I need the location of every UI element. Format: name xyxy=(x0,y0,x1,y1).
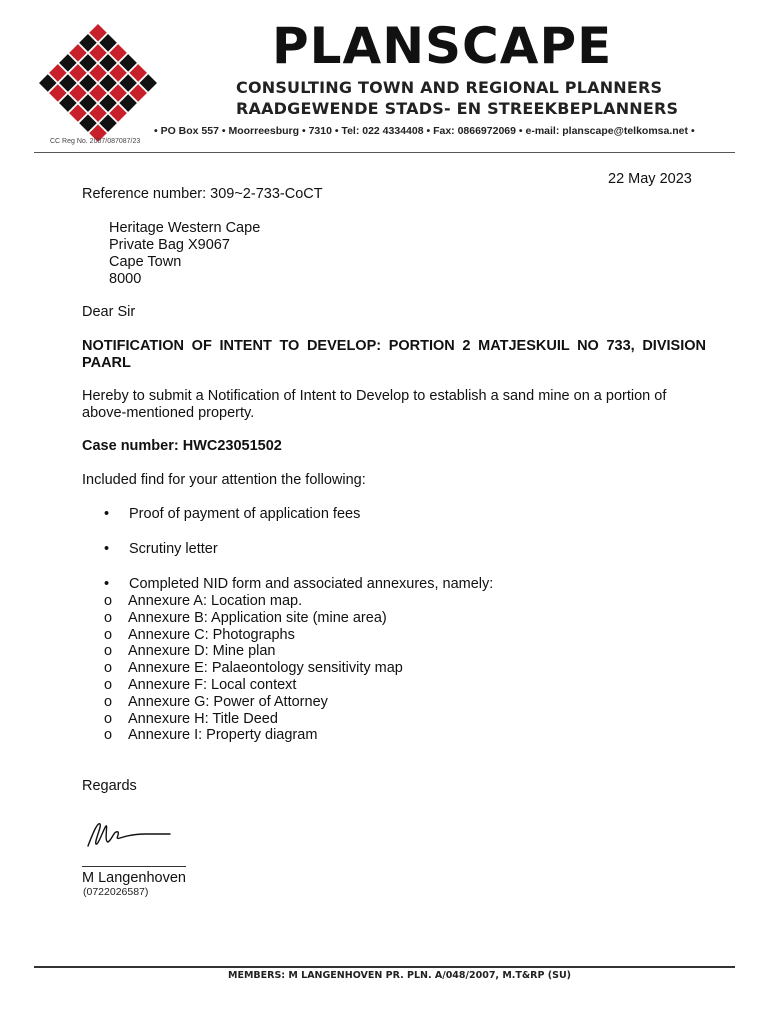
tagline-english: CONSULTING TOWN AND REGIONAL PLANNERS xyxy=(236,78,663,97)
annexure-label: Annexure E: Palaeontology sensitivity map xyxy=(128,660,403,677)
contact-line: • PO Box 557 • Moorreesburg • 7310 • Tel: 022 4334408 • Fax: 0866972069 • e-mail: planscape@telkomsa.net • xyxy=(154,125,695,137)
sub-bullet-icon: o xyxy=(104,727,113,744)
sub-bullet-icon: o xyxy=(104,710,113,727)
header-divider xyxy=(34,152,735,153)
list-item xyxy=(82,576,494,744)
annexure-label: Annexure C: Photographs xyxy=(128,626,295,643)
annexure-item xyxy=(82,593,582,610)
annexure-label: Annexure H: Title Deed xyxy=(128,710,278,727)
sub-bullet-icon: o xyxy=(104,593,113,609)
case-number: Case number: HWC23051502 xyxy=(82,438,282,454)
sub-bullet-icon: o xyxy=(104,609,113,626)
annexure-item xyxy=(82,677,582,694)
included-intro: Included find for your attention the following: xyxy=(82,472,366,488)
signature-icon xyxy=(84,816,174,850)
address-line: 8000 xyxy=(109,271,142,287)
closing: Regards xyxy=(82,778,137,794)
sub-bullet-icon: o xyxy=(104,643,113,660)
annexure-item xyxy=(82,660,582,677)
list-item-label: Completed NID form and associated annexures, namely: xyxy=(129,576,494,592)
subject-line: NOTIFICATION OF INTENT TO DEVELOP: PORTION 2 MATJESKUIL NO 733, DIVISION PAARL xyxy=(82,338,706,371)
annexure-label: Annexure D: Mine plan xyxy=(128,643,276,660)
sub-bullet-icon: o xyxy=(104,676,113,693)
annexure-item xyxy=(82,643,582,660)
sub-bullet-icon: o xyxy=(104,693,113,710)
letter-date: 22 May 2023 xyxy=(608,171,692,187)
bullet-icon: • xyxy=(104,506,110,522)
footer-members: MEMBERS: M LANGENHOVEN PR. PLN. A/048/2007, M.T&RP (SU) xyxy=(228,970,572,981)
annexure-item xyxy=(82,610,582,627)
address-line: Private Bag X9067 xyxy=(109,237,230,253)
annexure-label: Annexure F: Local context xyxy=(128,676,297,693)
annexure-item xyxy=(82,711,582,728)
bullet-icon: • xyxy=(104,541,110,557)
annexure-list xyxy=(82,593,582,744)
annexure-label: Annexure G: Power of Attorney xyxy=(128,693,328,710)
annexure-label: Annexure B: Application site (mine area) xyxy=(128,609,387,626)
address-line: Heritage Western Cape xyxy=(109,220,261,236)
tagline-afrikaans: RAADGEWENDE STADS- EN STREEKBEPLANNERS xyxy=(236,99,679,118)
cc-registration: CC Reg No. 2007/087087/23 xyxy=(50,138,141,145)
list-item-label: Scrutiny letter xyxy=(129,541,218,557)
salutation: Dear Sir xyxy=(82,304,136,320)
bullet-icon: • xyxy=(104,576,110,592)
brand-name: PLANSCAPE xyxy=(272,17,613,75)
sub-bullet-icon: o xyxy=(104,660,113,677)
signature-line xyxy=(82,866,186,867)
annexure-item xyxy=(82,627,582,644)
footer-divider xyxy=(34,966,735,968)
sub-bullet-icon: o xyxy=(104,626,113,643)
reference-number: Reference number: 309~2-733-CoCT xyxy=(82,186,323,202)
list-item-label: Proof of payment of application fees xyxy=(129,506,361,522)
recipient-address xyxy=(109,220,260,288)
annexure-item xyxy=(82,727,582,744)
signatory-phone: (0722026587) xyxy=(83,886,149,898)
annexure-label: Annexure A: Location map. xyxy=(128,593,303,609)
list-item xyxy=(82,506,360,523)
planscape-logo-icon xyxy=(36,20,160,144)
signatory-name: M Langenhoven xyxy=(82,870,186,886)
annexure-label: Annexure I: Property diagram xyxy=(128,727,318,744)
annexure-item xyxy=(82,694,582,711)
address-line: Cape Town xyxy=(109,254,182,270)
body-paragraph: Hereby to submit a Notification of Intent to Develop to establish a sand mine on a portion of above-mentioned property. xyxy=(82,388,667,421)
list-item xyxy=(82,541,218,558)
